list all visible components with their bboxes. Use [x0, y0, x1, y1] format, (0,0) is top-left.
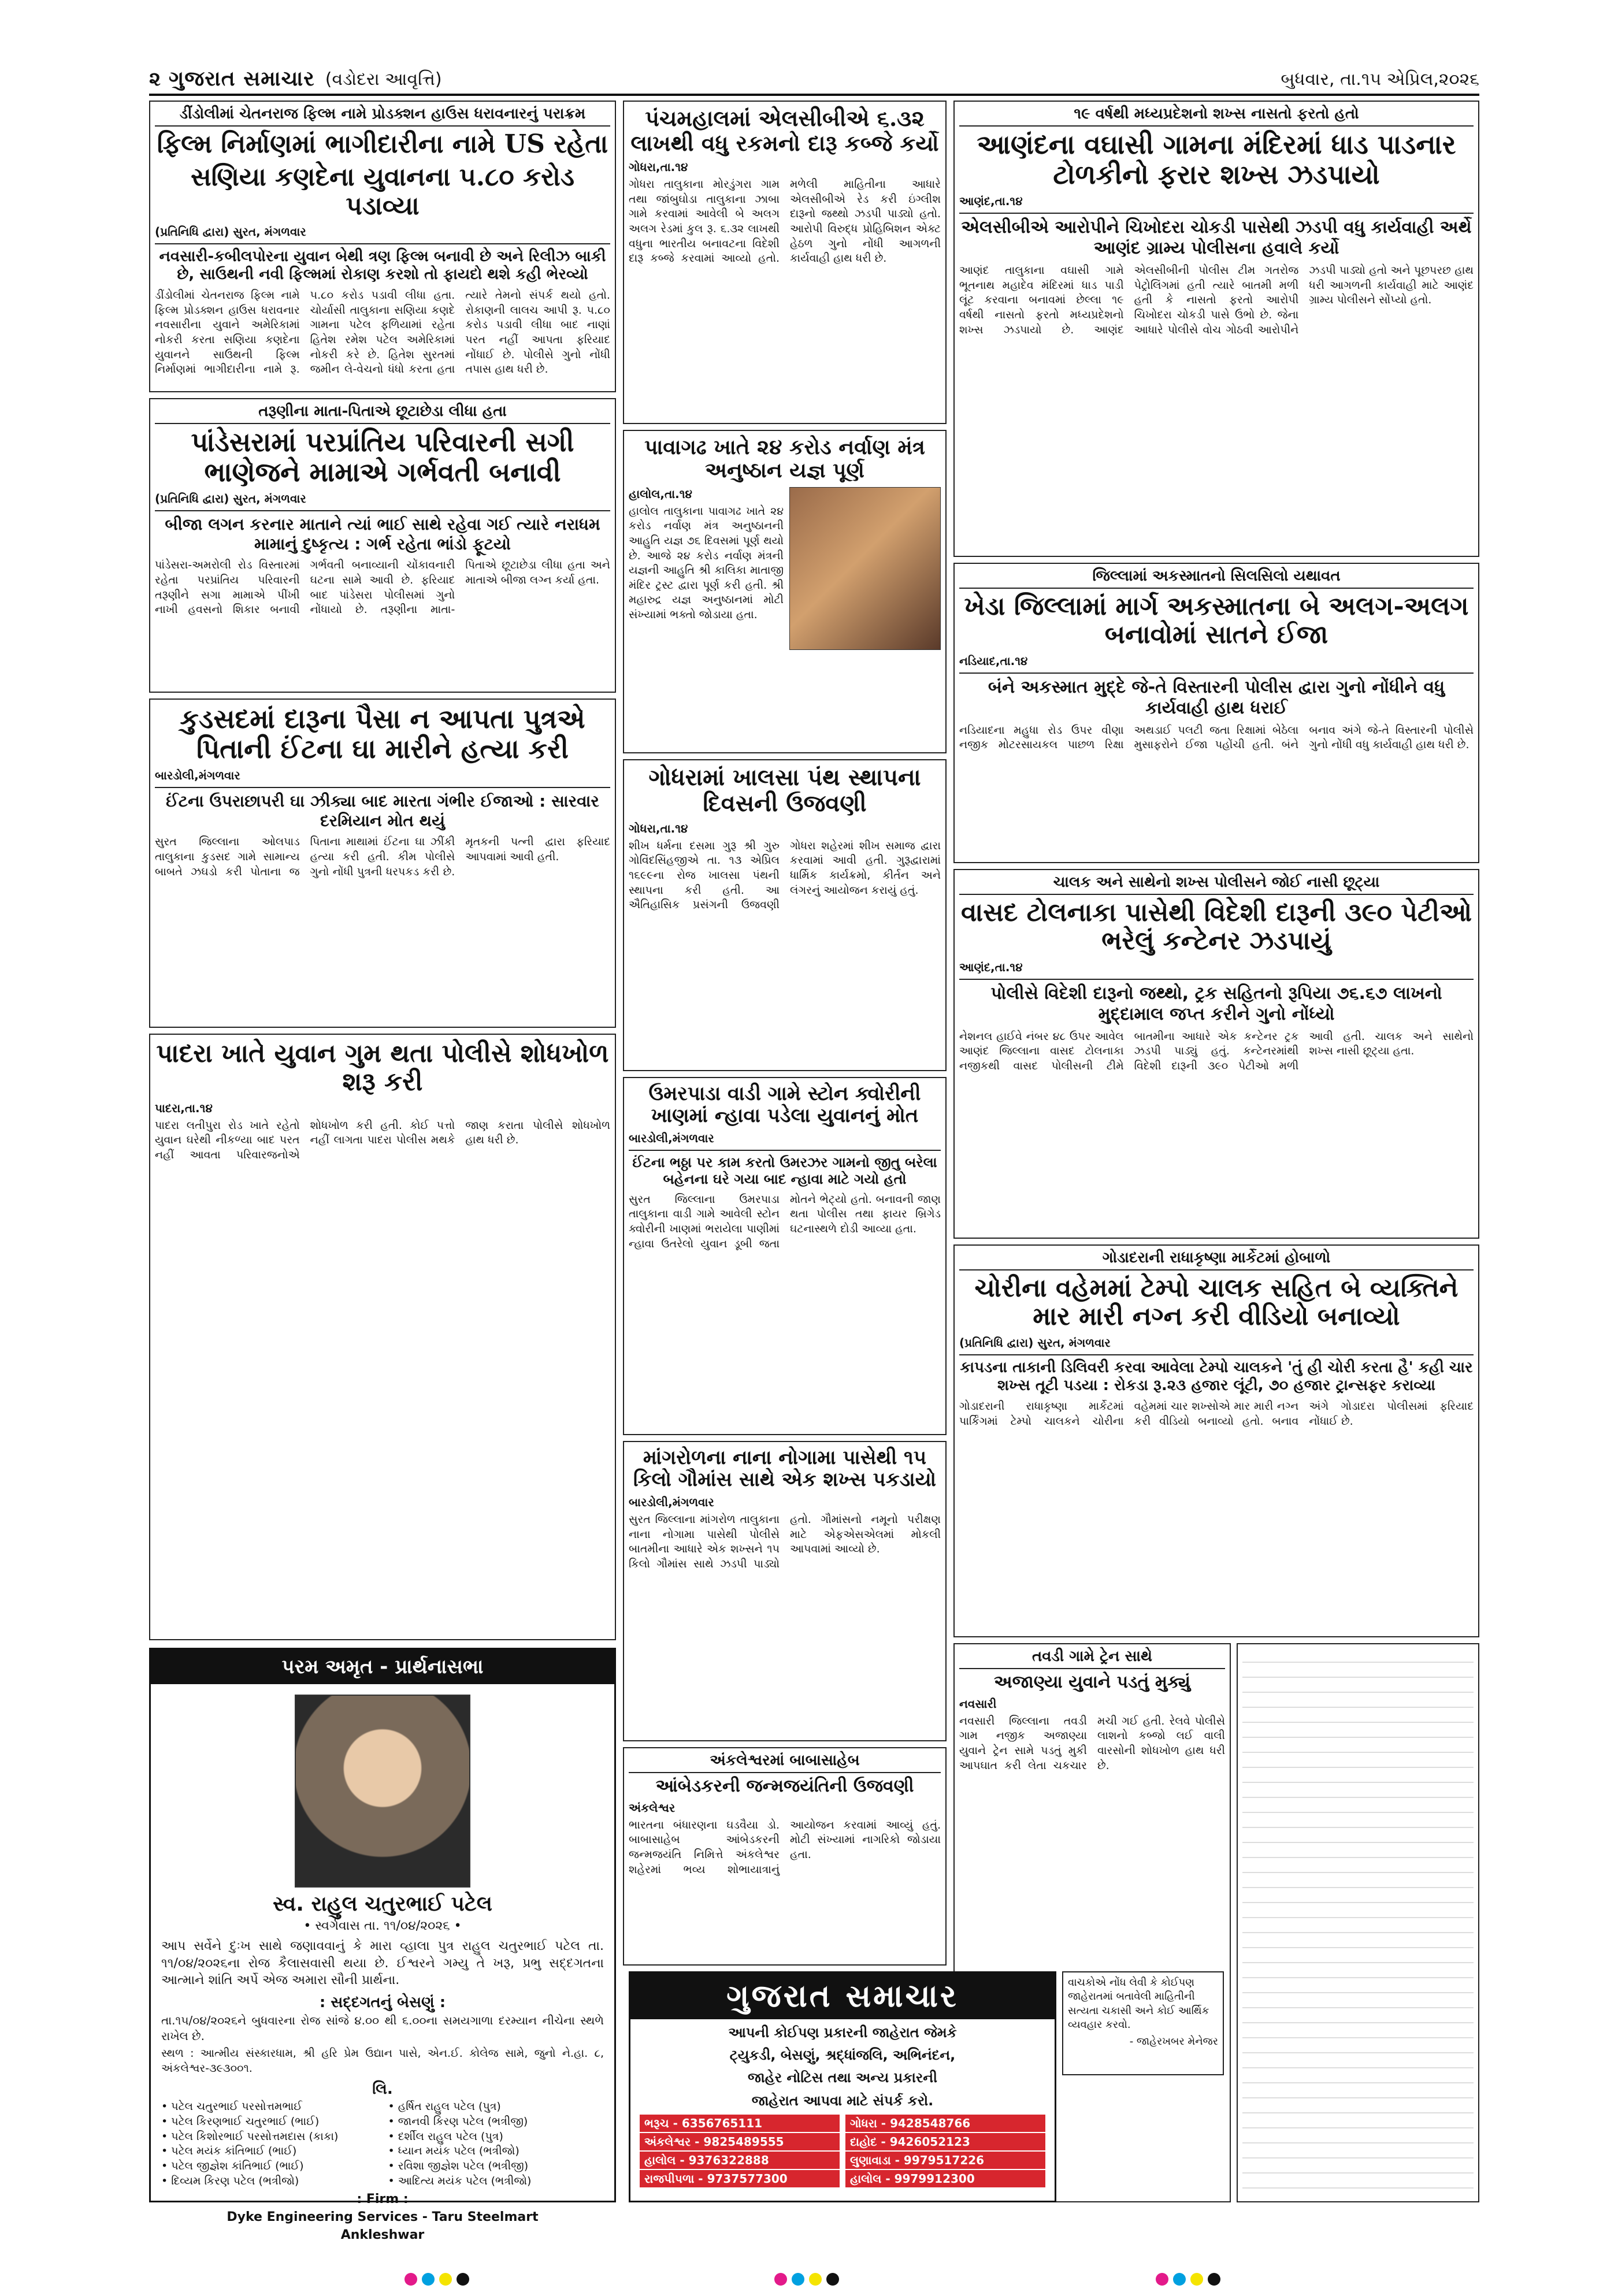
story-kicker: જિલ્લામાં અકસ્માતનો સિલસિલો યથાવત	[959, 567, 1474, 589]
family-member: • પટેલ કિરણભાઈ ચતુરભાઈ (ભાઈ)	[161, 2115, 320, 2128]
story-kheda-accidents	[953, 563, 1479, 863]
besnu-heading: : સદ્દગતનું બેસણું :	[319, 1994, 446, 2012]
cyan-dot-icon	[792, 2273, 804, 2286]
family-member: • પટેલ મયંક કાંતિભાઈ (ભાઈ)	[161, 2145, 297, 2158]
story-byline: (પ્રતિનિધિ દ્વારા) સુરત, મંગળવાર	[155, 492, 306, 506]
ad-line-4: જાહેરાત આપવા માટે સંપર્ક કરો.	[751, 2092, 934, 2109]
story-khalsa-panth	[623, 759, 947, 1071]
story-byline: બારડોલી,મંગળવાર	[629, 1495, 714, 1510]
notice-signature: - જાહેરખબર મેનેજર	[1129, 2035, 1218, 2048]
ad-contact: હાલોલ - 9979912300	[845, 2170, 1045, 2187]
family-member: • ધ્યાન મયંક પટેલ (ભત્રીજો)	[388, 2145, 519, 2158]
deceased-name: સ્વ. રાહુલ ચતુરભાઈ પટેલ	[273, 1892, 492, 1916]
story-anand-dacoity	[953, 101, 1479, 557]
magenta-dot-icon	[404, 2273, 417, 2286]
story-headline: અજાણ્યા યુવાને પડતું મુક્યું	[994, 1672, 1190, 1692]
gujarat-samachar-ad	[629, 1971, 1056, 2202]
story-byline: (પ્રતિનિધિ દ્વારા) સુરત, મંગળવાર	[959, 1335, 1111, 1350]
story-subhead: ઈંટના ભઠ્ઠા પર કામ કરતો ઉમરઝર ગામનો જીતુ બરેલા બહેનના ઘરે ગયા બાદ ન્હાવા માટે ગયો હતો	[629, 1150, 941, 1188]
newspaper-page	[149, 65, 1479, 2243]
ad-contact: ગોધરા - 9428548766	[845, 2115, 1045, 2132]
firm-name: Dyke Engineering Services - Taru Steelmart	[227, 2210, 539, 2225]
story-headline-2: સણિયા કણદેના યુવાનના ૫.૮૦ કરોડ પડાવ્યા	[190, 162, 575, 221]
story-headline: ખેડા જિલ્લામાં માર્ગ અકસ્માતના બે અલગ-અલગ બનાવોમાં સાતને ઈજા	[964, 592, 1469, 650]
story-subhead: નવસારી-કબીલપોરના યુવાન બેથી ત્રણ ફિલ્મ બનાવી છે અને રિલીઝ બાકી છે, સાઉથની નવી ફિલ્મમાં રોકાણ કરશો તો ફાયદો થશે કહી ભેરવ્યો	[155, 243, 610, 284]
story-body: ગોડાદરાની રાધાકૃષ્ણા માર્કેટમાં પાર્કિંગમાં ટેમ્પો ચાલકને ચોરીના વહેમમાં ચાર શખ્સોએ માર મારી નગ્ન કરી વીડિયો બનાવ્યો હતો. બનાવ અંગે ગોડાદરા પોલીસમાં ફરિયાદ નોંધાઈ છે.	[959, 1399, 1474, 1428]
story-body: પાંડેસરા-અમરોલી રોડ વિસ્તારમાં રહેતા પરપ્રાંતિય પરિવારની તરૂણીને સગા મામાએ પીંખી નાખી હવસનો શિકાર બનાવી ગર્ભવતી બનાવ્યાની ચોંકાવનારી ઘટના સામે આવી છે. ફરિયાદ બાદ પાંડેસરા પોલીસમાં ગુનો નોંધાયો છે. તરૂણીના માતા-પિતાએ છૂટાછેડા લીધા હતા અને માતાએ બીજા લગ્ન કર્યા હતા.	[155, 559, 610, 616]
story-kudsad-murder	[149, 699, 616, 1028]
story-byline: નડિયાદ,તા.૧૪	[959, 653, 1028, 668]
cyan-dot-icon	[1173, 2273, 1186, 2286]
story-lcb-liquor	[623, 101, 947, 424]
firm-label: : Firm :	[357, 2192, 409, 2207]
page-number: ૨	[149, 68, 161, 91]
story-byline: (પ્રતિનિધિ દ્વારા) સુરત, મંગળવાર	[155, 224, 306, 239]
masthead: ગુજરાત સમાચાર	[168, 67, 315, 91]
obituary-message: આપ સર્વેને દુઃખ સાથે જણાવવાનું કે મારા વ્હાલા પુત્ર રાહુલ ચતુરભાઈ પટેલ તા. ૧૧/૦૪/૨૦૨૬ના રોજ કૈલાસવાસી થયા છે. ઈશ્વરને ગમ્યુ તે ખરૂ, પ્રભુ સદ્દગતના આત્માને શાંતિ અર્પે એજ અમારા સૌની પ્રાર્થના.	[161, 1939, 604, 1988]
story-headline: આણંદના વઘાસી ગામના મંદિરમાં ધાડ પાડનાર ટોળકીનો ફરાર શખ્સ ઝડપાયો	[977, 129, 1456, 190]
story-byline: બારડોલી,મંગળવાર	[629, 1131, 714, 1146]
deceased-portrait	[295, 1695, 470, 1888]
story-byline: આણંદ,તા.૧૪	[959, 960, 1023, 974]
page-header	[149, 65, 1479, 96]
story-headline: પાંડેસરામાં પરપ્રાંતિય પરિવારની સગી ભાણેજને મામાએ ગર્ભવતી બનાવી	[191, 426, 574, 488]
story-body: ડીંડોલીમાં ચેતનરાજ ફિલ્મ નામે ફિલ્મ પ્રોડક્શન હાઉસ ધરાવનાર નવસારીના યુવાને અમેરિકામાં નોકરી કરતા સણિયા કણદેના યુવાનને સાઉથની ફિલ્મ નિર્માણમાં ભાગીદારીના નામે રૂ. ૫.૮૦ કરોડ પડાવી લીધા હતા. ચોર્યાસી તાલુકાના સણિયા કણદે ગામના પટેલ ફળિયામાં રહેતા હિતેશ રમેશ પટેલ અમેરિકામાં નોકરી કરે છે. હિતેશ સુરતમાં જમીન લે-વેચનો ધંધો કરતા હતા ત્યારે તેમનો સંપર્ક થયો હતો. રોકાણની લાલચ આપી રૂ. ૫.૮૦ કરોડ પડાવી લીધા બાદ નાણાં પરત નહીં આપતા ફરિયાદ નોંધાઈ છે. પોલીસે ગુનો નોંધી તપાસ હાથ ધરી છે.	[155, 289, 610, 376]
ad-contact-grid	[640, 2115, 1045, 2187]
ad-contact: હાલોલ - 9376322888	[640, 2152, 840, 2169]
story-kicker: ડીંડોલીમાં ચેતનરાજ ફિલ્મ નામે પ્રોડક્શન હાઉસ ધરાવનારનું પરાક્રમ	[155, 105, 610, 127]
story-kicker: અંકલેશ્વરમાં બાબાસાહેબ	[629, 1752, 941, 1773]
story-body: હાલોલ તાલુકાના પાવાગઢ ખાતે ૨૪ કરોડ નર્વાણ મંત્ર અનુષ્ઠાનની આહુતિ યજ્ઞ ૭૬ દિવસમાં પૂર્ણ થયો છે. આજે ૨૪ કરોડ નર્વાણ મંત્રની યજ્ઞની આહુતિ શ્રી કાલિકા માતાજી મંદિર ટ્રસ્ટ દ્વારા પૂર્ણ કરી હતી. શ્રી મહારુદ્ર યજ્ઞ અનુષ્ઠાનમાં મોટી સંખ્યામાં ભક્તો જોડાયા હતા.	[629, 504, 784, 622]
story-byline: આણંદ,તા.૧૪	[959, 194, 1023, 209]
family-label: લિ.	[372, 2080, 393, 2098]
story-byline: પાદરા,તા.૧૪	[155, 1101, 213, 1115]
family-member: • પટેલ જીજ્ઞેશ કાંતિભાઈ (ભાઈ)	[161, 2159, 304, 2172]
ad-contact: ભરૂચ - 6356765111	[640, 2115, 840, 2132]
story-body: સુરત જિલ્લાના માંગરોળ તાલુકાના નાના નોગામા પાસેથી પોલીસે બાતમીના આધારે એક શખ્સને ૧૫ કિલો ગૌમાંસ સાથે ઝડપી પાડ્યો હતો. ગૌમાંસનો નમૂનો પરીક્ષણ માટે એફએસએલમાં મોકલી આપવામાં આવ્યો છે.	[629, 1513, 941, 1571]
story-kicker: તવડી ગામે ટ્રેન સાથે	[959, 1648, 1225, 1669]
black-dot-icon	[1208, 2273, 1220, 2286]
story-subhead: ઈંટના ઉપરાછાપરી ઘા ઝીક્યા બાદ મારતા ગંભીર ઈજાઓ : સારવાર દરમિયાન મોત થયું	[155, 787, 610, 830]
besnu-venue: સ્થળ : આત્મીય સંસ્કારધામ, શ્રી હરિ પ્રેમ ઉદ્યાન પાસે, એન.ઈ. કોલેજ સામે, જુનો ને.હા. ૮, અંકલેશ્વર-૩૯૩૦૦૧.	[161, 2047, 604, 2075]
story-subhead: બીજા લગન કરનાર માતાને ત્યાં ભાઈ સાથે રહેવા ગઈ ત્યારે નરાધમ મામાનું દુષ્કૃત્ય : ગર્ભ રહેતા ભાંડો ફૂટયો	[155, 510, 610, 553]
story-umarpada-drowning	[623, 1077, 947, 1435]
yellow-dot-icon	[439, 2273, 452, 2286]
story-body: શીખ ધર્મના દસમા ગુરૂ શ્રી ગુરુ ગોવિંદસિંહજીએ તા. ૧૩ એપ્રિલ ૧૬૯૯ના રોજ ખાલસા પંથની સ્થાપના કરી હતી. આ ઐતિહાસિક પ્રસંગની ઉજવણી ગોધરા શહેરમાં શીખ સમાજ દ્વારા કરવામાં આવી હતી. ગુરૂદ્વારામાં ધાર્મિક કાર્યક્રમો, કીર્તન અને લંગરનું આયોજન કરાયું હતું.	[629, 839, 941, 912]
story-headline: વાસદ ટોલનાકા પાસેથી વિદેશી દારૂની ૩૯૦ પેટીઓ ભરેલું કન્ટેનર ઝડપાયું	[960, 898, 1472, 956]
black-dot-icon	[826, 2273, 839, 2286]
magenta-dot-icon	[774, 2273, 787, 2286]
story-headline: આંબેડકરની જન્મજયંતિની ઉજવણી	[655, 1776, 914, 1796]
story-headline: પાવાગઢ ખાતે ૨૪ કરોડ નર્વાણ મંત્ર અનુષ્ઠાન યજ્ઞ પૂર્ણ	[644, 435, 925, 483]
story-kicker: તરૂણીના માતા-પિતાએ છૂટાછેડા લીધા હતા	[155, 403, 610, 424]
story-byline: બારડોલી,મંગળવાર	[155, 768, 240, 783]
family-list	[151, 2100, 614, 2189]
ad-line-3: જાહેર નોટિસ તથા અન્ય પ્રકારની	[747, 2070, 938, 2086]
story-body: સુરત જિલ્લાના ઉમરપાડા તાલુકાના વાડી ગામે આવેલી સ્ટોન ક્વોરીની ખાણમાં ભરાયેલા પાણીમાં ન્હાવા ઉતરેલો યુવાન ડૂબી જતા મોતને ભેટ્યો હતો. બનાવની જાણ થતા પોલીસ તથા ફાયર બ્રિગેડ ઘટનાસ્થળે દોડી આવ્યા હતા.	[629, 1192, 941, 1250]
issue-date: બુધવાર, તા.૧૫ એપ્રિલ,૨૦૨૬	[1281, 69, 1479, 90]
story-headline: પંચમહાલમાં એલસીબીએ ૬.૩૨ લાખથી વધુ રકમનો દારૂ કબ્જે કર્યો	[630, 105, 939, 156]
story-subhead: બંને અકસ્માત મુદ્દે જે-તે વિસ્તારની પોલીસ દ્વારા ગુનો નોંધીને વધુ કાર્યવાહી હાથ ધરાઈ	[959, 673, 1474, 719]
cyan-dot-icon	[422, 2273, 435, 2286]
story-ustaxi-fraud	[149, 101, 616, 392]
story-headline: ઉમરપાડા વાડી ગામે સ્ટોન ક્વોરીની ખાણમાં ન્હાવા પડેલા યુવાનનું મોત	[648, 1082, 921, 1128]
family-member: • હર્ષિત રાહુલ પટેલ (પુત્ર)	[388, 2100, 501, 2113]
registration-marks	[0, 2271, 1618, 2288]
story-headline: ફિલ્મ નિર્માણમાં ભાગીદારીના નામે US રહેતા	[157, 129, 608, 159]
story-godadara-assault	[953, 1244, 1479, 1637]
story-pavagadh-yagna	[623, 430, 947, 753]
story-headline: માંગરોળના નાના નોગામા પાસેથી ૧૫ કિલો ગૌમાંસ સાથે એક શખ્સ પકડાયો	[633, 1446, 937, 1492]
story-padra-missing	[149, 1034, 616, 1640]
story-body: આણંદ તાલુકાના વઘાસી ગામે ભૂતનાથ મહાદેવ મંદિરમાં ધાડ પાડી લૂંટ કરવાના બનાવમાં છેલ્લા ૧૯ વર્ષથી નાસતો ફરતો મધ્યપ્રદેશનો શખ્સ ઝડપાયો છે. આણંદ એલસીબીની પોલીસ ટીમ ગતરોજ પેટ્રોલિંગમાં હતી ત્યારે બાતમી મળી હતી કે નાસતો ફરતો આરોપી ચિખોદરા ચોકડી પાસે ઉભો છે. જેના આધારે પોલીસે વોચ ગોઠવી આરોપીને ઝડપી પાડ્યો હતો અને પૂછપરછ હાથ ધરી આગળની કાર્યવાહી માટે આણંદ ગ્રામ્ય પોલીસને સોંપ્યો હતો.	[959, 264, 1474, 336]
story-headline: કુડસદમાં દારૂના પૈસા ન આપતા પુત્રએ પિતાની ઈંટના ઘા મારીને હત્યા કરી	[180, 703, 585, 764]
family-member: • પટેલ ચતુરભાઈ પરસોત્તમભાઈ	[161, 2100, 302, 2113]
family-member: • જાનવી કિરણ પટેલ (ભત્રીજી)	[388, 2115, 528, 2128]
ad-contact: રાજપીપળા - 9737577300	[640, 2170, 840, 2187]
story-ankleshwar-ambedkar	[623, 1747, 947, 1966]
ad-contact: દાહોદ - 9426052123	[845, 2133, 1045, 2150]
magenta-dot-icon	[1156, 2273, 1168, 2286]
story-body: ગોધરા તાલુકાના મોરડુંગરા ગામ તથા જાંબુઘોડા તાલુકાના ઝાબા ગામે કરવામાં આવેલી બે અલગ અલગ રેડમાં કુલ રૂ. ૬.૩૨ લાખથી વધુના ભારતીય બનાવટના વિદેશી દારૂ કબ્જે કરવામાં આવ્યો હતો. મળેલી માહિતીના આધારે એલસીબીએ રેડ કરી ઇંગ્લીશ દારૂનો જથ્થો ઝડપી પાડ્યો હતો. આરોપી વિરુદ્ધ પ્રોહિબિશન એક્ટ હેઠળ ગુનો નોંધી આગળની કાર્યવાહી હાથ ધરી છે.	[629, 178, 941, 265]
story-byline: અંકલેશ્વર	[629, 1800, 676, 1815]
story-body: નવસારી જિલ્લાના તવડી ગામ નજીક અજાણ્યા યુવાને ટ્રેન સામે પડતું મુકી આપઘાત કરી લેતા ચકચાર મચી ગઈ હતી. રેલવે પોલીસે લાશનો કબ્જો લઈ વાલી વારસોની શોધખોળ હાથ ધરી છે.	[959, 1714, 1225, 1772]
ad-contact: અંકલેશ્વર - 9825489555	[640, 2133, 840, 2150]
story-headline: પાદરા ખાતે યુવાન ગુમ થતા પોલીસે શોધખોળ શરૂ કરી	[156, 1039, 609, 1097]
story-body: નેશનલ હાઈવે નંબર ૪૮ ઉપર આવેલ આણંદ જિલ્લાના વાસદ ટોલનાકા નજીકથી વાસદ પોલીસની ટીમે બાતમીના આધારે એક કન્ટેનર ટ્રક ઝડપી પાડ્યું હતું. કન્ટેનરમાંથી વિદેશી દારૂની ૩૯૦ પેટીઓ મળી આવી હતી. ચાલક અને સાથેનો શખ્સ નાસી છૂટ્યા હતા.	[959, 1030, 1474, 1072]
story-subhead: પોલીસે વિદેશી દારૂનો જથ્થો, ટ્રક સહિતનો રૂપિયા ૭૬.૬૭ લાખનો મુદ્દામાલ જપ્ત કરીને ગુનો નોંધ્યો	[959, 979, 1474, 1025]
besnu-details: તા.૧૫/૦૪/૨૦૨૬ને બુધવારના રોજ સાંજે ૪.૦૦ થી ૬.૦૦ના સમયગાળા દરમ્યાન નીચેના સ્થળે રાખેલ છે.	[161, 2013, 604, 2044]
story-subhead: એલસીબીએ આરોપીને ચિખોદરા ચોકડી પાસેથી ઝડપી વધુ કાર્યવાહી અર્થે આણંદ ગ્રામ્ય પોલીસના હવાલે કર્યો	[959, 213, 1474, 259]
family-member: • રવિશા જીજ્ઞેશ પટેલ (ભત્રીજી)	[388, 2159, 529, 2172]
story-kicker: ચાલક અને સાથેનો શખ્સ પોલીસને જોઈ નાસી છૂટ્યા	[959, 874, 1474, 895]
story-byline: નવસારી	[959, 1696, 997, 1711]
family-member: • દિવ્યમ કિરણ પટેલ (ભત્રીજો)	[161, 2174, 299, 2187]
advertiser-notice	[1062, 1971, 1224, 2075]
family-member: • આદિત્ય મયંક પટેલ (ભત્રીજો)	[388, 2174, 532, 2187]
story-byline: હાલોલ,તા.૧૪	[629, 486, 692, 501]
classified-column	[1237, 1643, 1479, 2202]
story-body: સુરત જિલ્લાના ઓલપાડ તાલુકાના કુડસદ ગામે સામાન્ય બાબતે ઝઘડો કરી પોતાના જ પિતાના માથામાં ઈંટના ઘા ઝીંકી હત્યા કરી હતી. કીમ પોલીસે ગુનો નોંધી પુત્રની ધરપકડ કરી છે. મૃતકની પત્ની દ્વારા ફરિયાદ આપવામાં આવી હતી.	[155, 835, 610, 878]
ad-line-1: આપની કોઈપણ પ્રકારની જાહેરાત જેમકે	[728, 2024, 957, 2041]
ad-logo: ગુજરાત સમાચાર	[630, 1973, 1055, 2019]
ad-contact: લુણાવાડા - 9979517226	[845, 2152, 1045, 2169]
story-kicker: ૧૯ વર્ષથી મધ્યપ્રદેશનો શખ્સ નાસતો ફરતો હતો	[959, 105, 1474, 127]
firm-city: Ankleshwar	[340, 2228, 425, 2243]
story-vasad-container	[953, 869, 1479, 1239]
story-body: ભારતના બંધારણના ઘડવૈયા ડો. બાબાસાહેબ આંબેડકરની જન્મજયંતિ નિમિત્તે અંકલેશ્વર શહેરમાં ભવ્ય શોભાયાત્રાનું આયોજન કરવામાં આવ્યું હતું. મોટી સંખ્યામાં નાગરિકો જોડાયા હતા.	[629, 1818, 941, 1876]
obituary-notice	[149, 1648, 616, 2243]
death-date: • સ્વર્ગવાસ તા. ૧૧/૦૪/૨૦૨૬ •	[303, 1919, 462, 1933]
story-headline: ગોધરામાં ખાલસા પંથ સ્થાપના દિવસની ઉજવણી	[648, 764, 921, 817]
story-kicker: ગોડાદરાની રાધાકૃષ્ણા માર્કેટમાં હોબાળો	[959, 1249, 1474, 1270]
obituary-heading: પરમ અમૃત - પ્રાર્થનાસભા	[151, 1649, 614, 1684]
yagna-photo	[789, 487, 941, 650]
story-headline: ચોરીના વહેમમાં ટેમ્પો ચાલક સહિત બે વ્યક્તિને માર મારી નગ્ન કરી વીડિયો બનાવ્યો	[974, 1273, 1459, 1332]
yellow-dot-icon	[1190, 2273, 1203, 2286]
black-dot-icon	[457, 2273, 469, 2286]
classified-text-block	[1242, 1648, 1474, 2198]
story-pandesara-crime	[149, 398, 616, 693]
story-byline: ગોધરા,તા.૧૪	[629, 160, 688, 174]
yellow-dot-icon	[809, 2273, 822, 2286]
story-body: પાદરા લતીપુરા રોડ ખાતે રહેતો યુવાન ઘરેથી નીકળ્યા બાદ પરત નહીં આવતા પરિવારજનોએ શોધખોળ કરી હતી. કોઈ પત્તો નહીં લાગતા પાદરા પોલીસ મથકે જાણ કરાતા પોલીસે શોધખોળ હાથ ધરી છે.	[155, 1119, 610, 1161]
story-mangrol-beef	[623, 1441, 947, 1741]
family-member: • પટેલ કિશોરભાઈ પરસોત્તમદાસ (કાકા)	[161, 2130, 339, 2143]
story-body: નડિયાદના મહુધા રોડ ઉપર વીણા નજીક મોટરસાયકલ પાછળ રિક્ષા અથડાઈ પલટી જતા રિક્ષામાં બેઠેલા મુસાફરોને ઈજા પહોંચી હતી. બંને બનાવ અંગે જે-તે વિસ્તારની પોલીસે ગુનો નોંધી વધુ કાર્યવાહી હાથ ધરી છે.	[959, 723, 1474, 752]
story-subhead: કાપડના તાકાની ડિલિવરી કરવા આવેલા ટેમ્પો ચાલકને 'તું હી ચોરી કરતા હૈ' કહી ચાર શખ્સ તૂટી પડયા : રોકડા રૂ.૨૩ હજાર લૂંટી, ૭૦ હજાર ટ્રાન્સફર કરાવ્યા	[959, 1354, 1474, 1395]
ad-line-2: ટ્યુકડી, બેસણું, શ્રદ્ધાંજલિ, અભિનંદન,	[729, 2047, 956, 2064]
notice-text: વાચકોએ નોંધ લેવી કે કોઈપણ જાહેરાતમાં બતાવેલી માહિતીની સત્યતા ચકાસી અને કોઈ આર્થિક વ્યવહાર કરવો.	[1068, 1977, 1209, 2031]
family-member: • દર્શીલ રાહુલ પટેલ (પુત્ર)	[388, 2130, 503, 2143]
edition-label: (વડોદરા આવૃત્તિ)	[325, 69, 442, 90]
story-byline: ગોધરા,તા.૧૪	[629, 821, 688, 835]
